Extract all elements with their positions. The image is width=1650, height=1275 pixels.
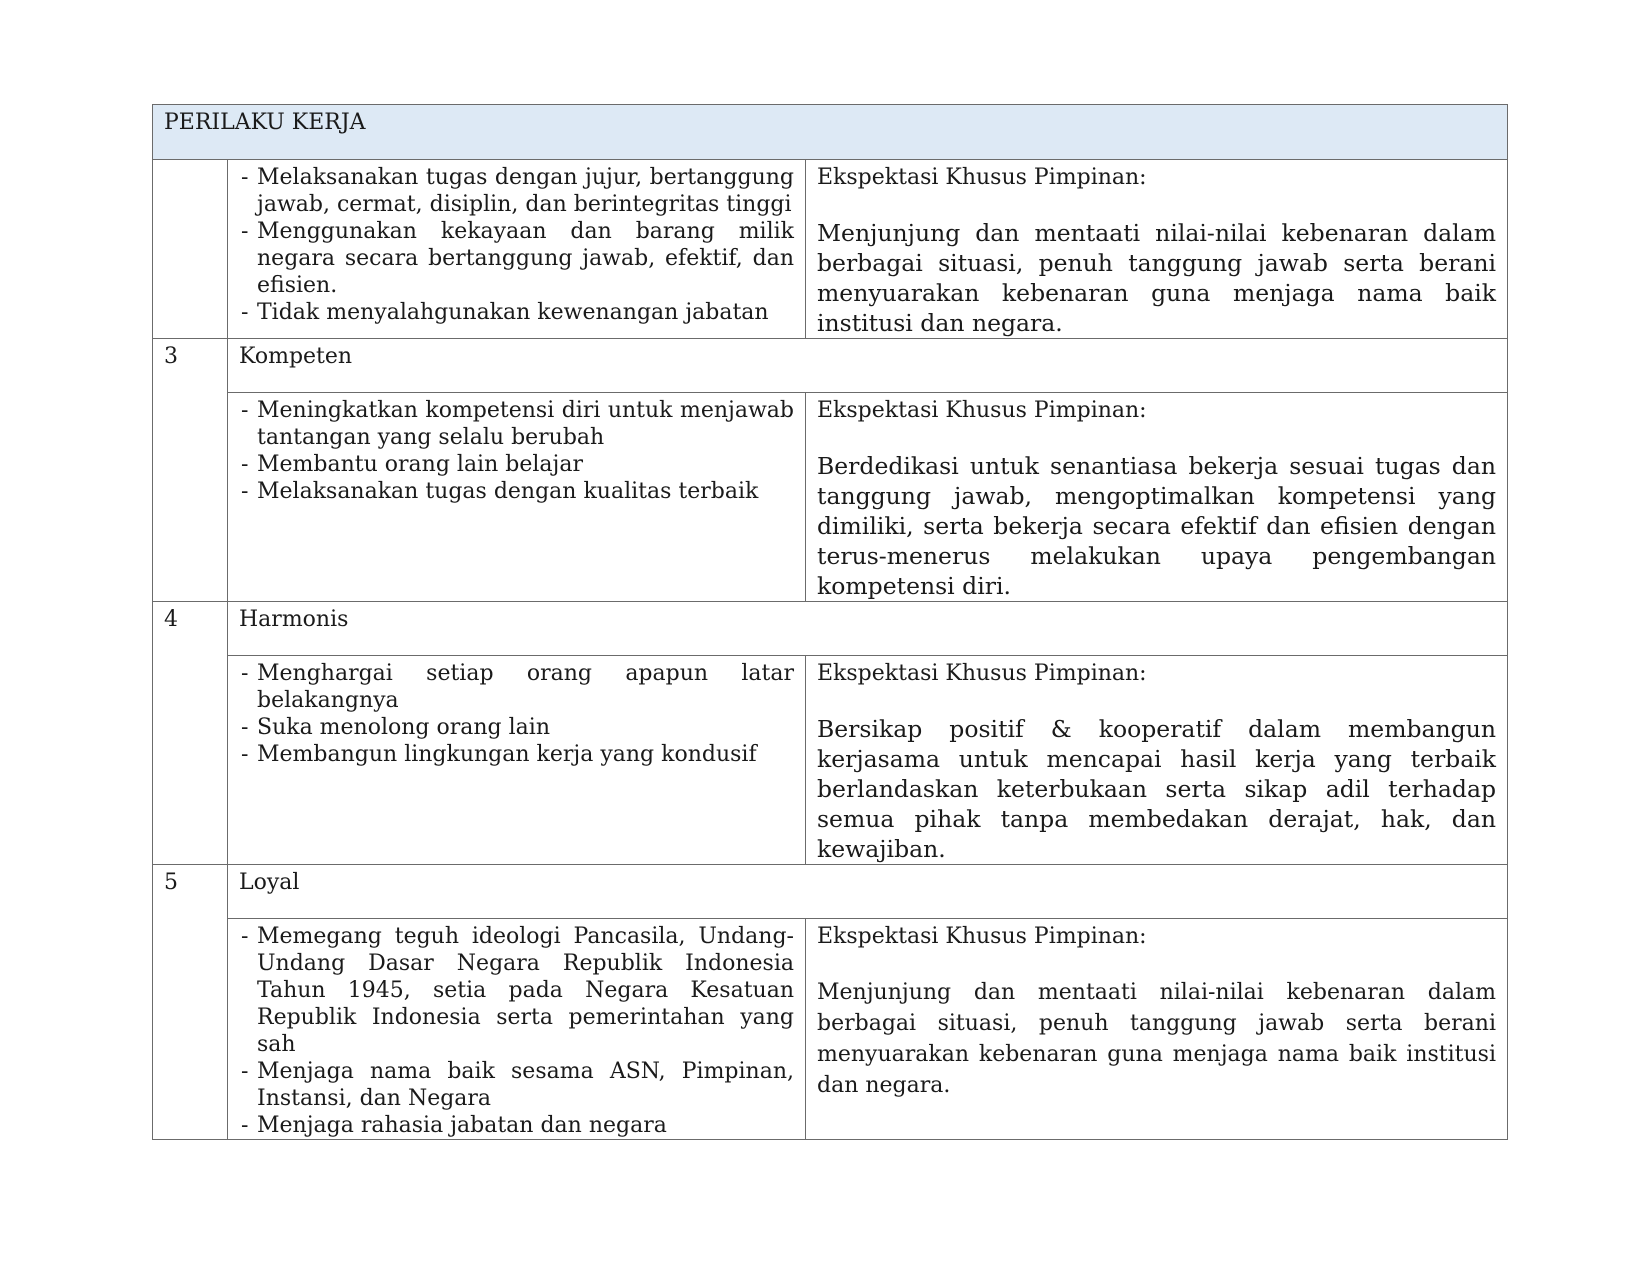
expectation-cell (806, 919, 1508, 1140)
section-title: Harmonis (228, 602, 1508, 656)
expectation-text: Bersikap positif & kooperatif dalam membangun kerjasama untuk mencapai hasil kerja yang terbaik berlandaskan keterbukaan serta sikap adil terhadap semua pihak tanpa membedakan derajat, hak, dan kewajiban. (817, 715, 1496, 863)
list-item: - Tidak menyalahgunakan kewenangan jabatan (239, 299, 794, 326)
number-cell-empty (153, 160, 228, 339)
section-title: Kompeten (228, 339, 1508, 393)
behavior-list-cell (228, 393, 806, 602)
expectation-cell (806, 393, 1508, 602)
section-title-row (153, 339, 1508, 393)
list-item: - Membantu orang lain belajar (239, 451, 794, 478)
section-number: 4 (153, 602, 228, 865)
section-title-row (153, 865, 1508, 919)
section-title-row (153, 602, 1508, 656)
section-number: 3 (153, 339, 228, 602)
first-row (153, 160, 1508, 339)
list-item: - Menjaga nama baik sesama ASN, Pimpinan, Instansi, dan Negara (239, 1058, 794, 1112)
list-item: - Menjaga rahasia jabatan dan negara (239, 1112, 794, 1139)
expectation-cell (806, 656, 1508, 865)
section-content-row (153, 656, 1508, 865)
expectation-label: Ekspektasi Khusus Pimpinan: (817, 924, 1147, 949)
behavior-list (239, 397, 794, 505)
behavior-list-cell (228, 656, 806, 865)
section-content-row (153, 919, 1508, 1140)
expectation-label: Ekspektasi Khusus Pimpinan: (817, 661, 1147, 686)
behavior-list-cell (228, 160, 806, 339)
section-number: 5 (153, 865, 228, 1140)
list-item: - Meningkatkan kompetensi diri untuk menjawab tantangan yang selalu berubah (239, 397, 794, 451)
expectation-label: Ekspektasi Khusus Pimpinan: (817, 398, 1147, 423)
header-row (153, 105, 1508, 160)
behavior-list (239, 164, 794, 326)
list-item: - Suka menolong orang lain (239, 714, 794, 741)
list-item: - Membangun lingkungan kerja yang kondusif (239, 741, 794, 768)
list-item: - Melaksanakan tugas dengan kualitas terbaik (239, 478, 794, 505)
table-header: PERILAKU KERJA (153, 105, 1508, 160)
expectation-label: Ekspektasi Khusus Pimpinan: (817, 165, 1147, 190)
expectation-cell (806, 160, 1508, 339)
list-item: - Melaksanakan tugas dengan jujur, bertanggung jawab, cermat, disiplin, dan berintegritas tinggi (239, 164, 794, 218)
expectation-text: Berdedikasi untuk senantiasa bekerja sesuai tugas dan tanggung jawab, mengoptimalkan kompetensi yang dimiliki, serta bekerja secara efektif dan efisien dengan terus-menerus melakukan upaya pengembangan kompetensi diri. (817, 452, 1496, 600)
expectation-text: Menjunjung dan mentaati nilai-nilai kebenaran dalam berbagai situasi, penuh tanggung jawab serta berani menyuarakan kebenaran guna menjaga nama baik institusi dan negara. (817, 219, 1496, 337)
list-item: - Menggunakan kekayaan dan barang milik negara secara bertanggung jawab, efektif, dan efisien. (239, 218, 794, 299)
list-item: - Memegang teguh ideologi Pancasila, Undang-Undang Dasar Negara Republik Indonesia Tahun 1945, setia pada Negara Kesatuan Republik Indonesia serta pemerintahan yang sah (239, 923, 794, 1058)
section-title: Loyal (228, 865, 1508, 919)
behavior-table (152, 104, 1508, 1140)
behavior-list (239, 923, 794, 1139)
section-content-row (153, 393, 1508, 602)
list-item: - Menghargai setiap orang apapun latar belakangnya (239, 660, 794, 714)
behavior-list (239, 660, 794, 768)
expectation-text: Menjunjung dan mentaati nilai-nilai kebenaran dalam berbagai situasi, penuh tanggung jawab serta berani menyuarakan kebenaran guna menjaga nama baik institusi dan negara. (817, 980, 1496, 1098)
behavior-list-cell (228, 919, 806, 1140)
